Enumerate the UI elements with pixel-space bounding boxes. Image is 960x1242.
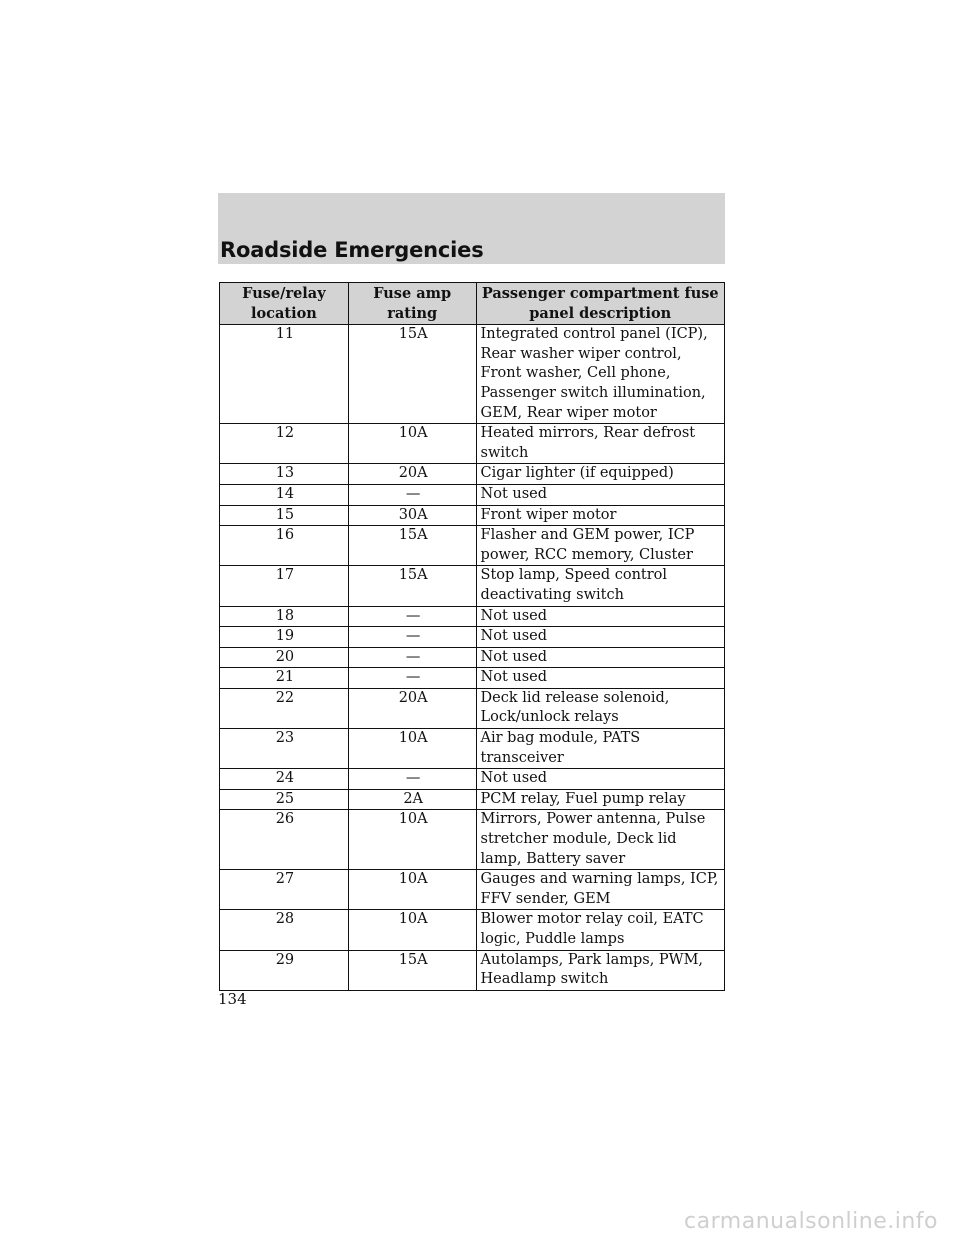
table-row <box>220 526 725 566</box>
fuse-table <box>219 282 725 991</box>
table-row <box>220 325 725 424</box>
table-row <box>220 810 725 870</box>
cell-rating: 10A <box>348 870 476 910</box>
column-header-location: Fuse/relay location <box>220 283 349 325</box>
table-body <box>220 325 725 991</box>
cell-location: 13 <box>220 464 349 485</box>
cell-description: Stop lamp, Speed control deactivating switch <box>476 566 724 606</box>
cell-rating: 15A <box>348 950 476 990</box>
cell-description: Air bag module, PATS transceiver <box>476 729 724 769</box>
column-header-description: Passenger compartment fuse panel description <box>476 283 724 325</box>
cell-description: Not used <box>476 668 724 689</box>
table-header-row <box>220 283 725 325</box>
cell-location: 19 <box>220 627 349 648</box>
table-row <box>220 668 725 689</box>
table-row <box>220 789 725 810</box>
cell-rating: 10A <box>348 910 476 950</box>
cell-description: Deck lid release solenoid, Lock/unlock relays <box>476 688 724 728</box>
table-row <box>220 647 725 668</box>
cell-location: 17 <box>220 566 349 606</box>
cell-location: 20 <box>220 647 349 668</box>
cell-location: 12 <box>220 424 349 464</box>
table-row <box>220 606 725 627</box>
cell-description: Not used <box>476 484 724 505</box>
cell-rating: — <box>348 769 476 790</box>
cell-rating: 2A <box>348 789 476 810</box>
cell-description: Not used <box>476 647 724 668</box>
section-title: Roadside Emergencies <box>220 238 484 262</box>
cell-location: 25 <box>220 789 349 810</box>
table-row <box>220 627 725 648</box>
table-row <box>220 688 725 728</box>
cell-rating: — <box>348 647 476 668</box>
cell-location: 24 <box>220 769 349 790</box>
cell-description: Not used <box>476 769 724 790</box>
cell-location: 14 <box>220 484 349 505</box>
cell-rating: 10A <box>348 810 476 870</box>
cell-rating: 30A <box>348 505 476 526</box>
cell-location: 28 <box>220 910 349 950</box>
cell-location: 22 <box>220 688 349 728</box>
table-row <box>220 870 725 910</box>
cell-location: 18 <box>220 606 349 627</box>
cell-rating: 15A <box>348 325 476 424</box>
cell-location: 29 <box>220 950 349 990</box>
cell-rating: — <box>348 484 476 505</box>
cell-description: Flasher and GEM power, ICP power, RCC memory, Cluster <box>476 526 724 566</box>
table-row <box>220 910 725 950</box>
cell-location: 16 <box>220 526 349 566</box>
cell-description: Mirrors, Power antenna, Pulse stretcher module, Deck lid lamp, Battery saver <box>476 810 724 870</box>
cell-description: Autolamps, Park lamps, PWM, Headlamp switch <box>476 950 724 990</box>
cell-description: Not used <box>476 627 724 648</box>
table-row <box>220 424 725 464</box>
table-row <box>220 729 725 769</box>
table-row <box>220 484 725 505</box>
cell-rating: 10A <box>348 424 476 464</box>
cell-rating: — <box>348 606 476 627</box>
cell-description: Front wiper motor <box>476 505 724 526</box>
table-row <box>220 769 725 790</box>
cell-rating: — <box>348 627 476 648</box>
watermark: carmanualsonline.info <box>684 1209 938 1234</box>
cell-description: PCM relay, Fuel pump relay <box>476 789 724 810</box>
cell-description: Gauges and warning lamps, ICP, FFV sender, GEM <box>476 870 724 910</box>
cell-description: Heated mirrors, Rear defrost switch <box>476 424 724 464</box>
cell-description: Integrated control panel (ICP), Rear washer wiper control, Front washer, Cell phone, Passenger switch illumination, GEM, Rear wiper motor <box>476 325 724 424</box>
cell-location: 26 <box>220 810 349 870</box>
cell-rating: — <box>348 668 476 689</box>
cell-description: Not used <box>476 606 724 627</box>
cell-rating: 15A <box>348 526 476 566</box>
cell-rating: 20A <box>348 464 476 485</box>
cell-description: Cigar lighter (if equipped) <box>476 464 724 485</box>
cell-location: 11 <box>220 325 349 424</box>
table-row <box>220 950 725 990</box>
cell-description: Blower motor relay coil, EATC logic, Puddle lamps <box>476 910 724 950</box>
table-row <box>220 505 725 526</box>
table-row <box>220 566 725 606</box>
cell-location: 27 <box>220 870 349 910</box>
page-number: 134 <box>218 990 247 1008</box>
cell-rating: 20A <box>348 688 476 728</box>
section-header <box>218 193 725 264</box>
cell-location: 15 <box>220 505 349 526</box>
table-row <box>220 464 725 485</box>
column-header-rating: Fuse amp rating <box>348 283 476 325</box>
cell-location: 23 <box>220 729 349 769</box>
cell-rating: 10A <box>348 729 476 769</box>
cell-rating: 15A <box>348 566 476 606</box>
cell-location: 21 <box>220 668 349 689</box>
